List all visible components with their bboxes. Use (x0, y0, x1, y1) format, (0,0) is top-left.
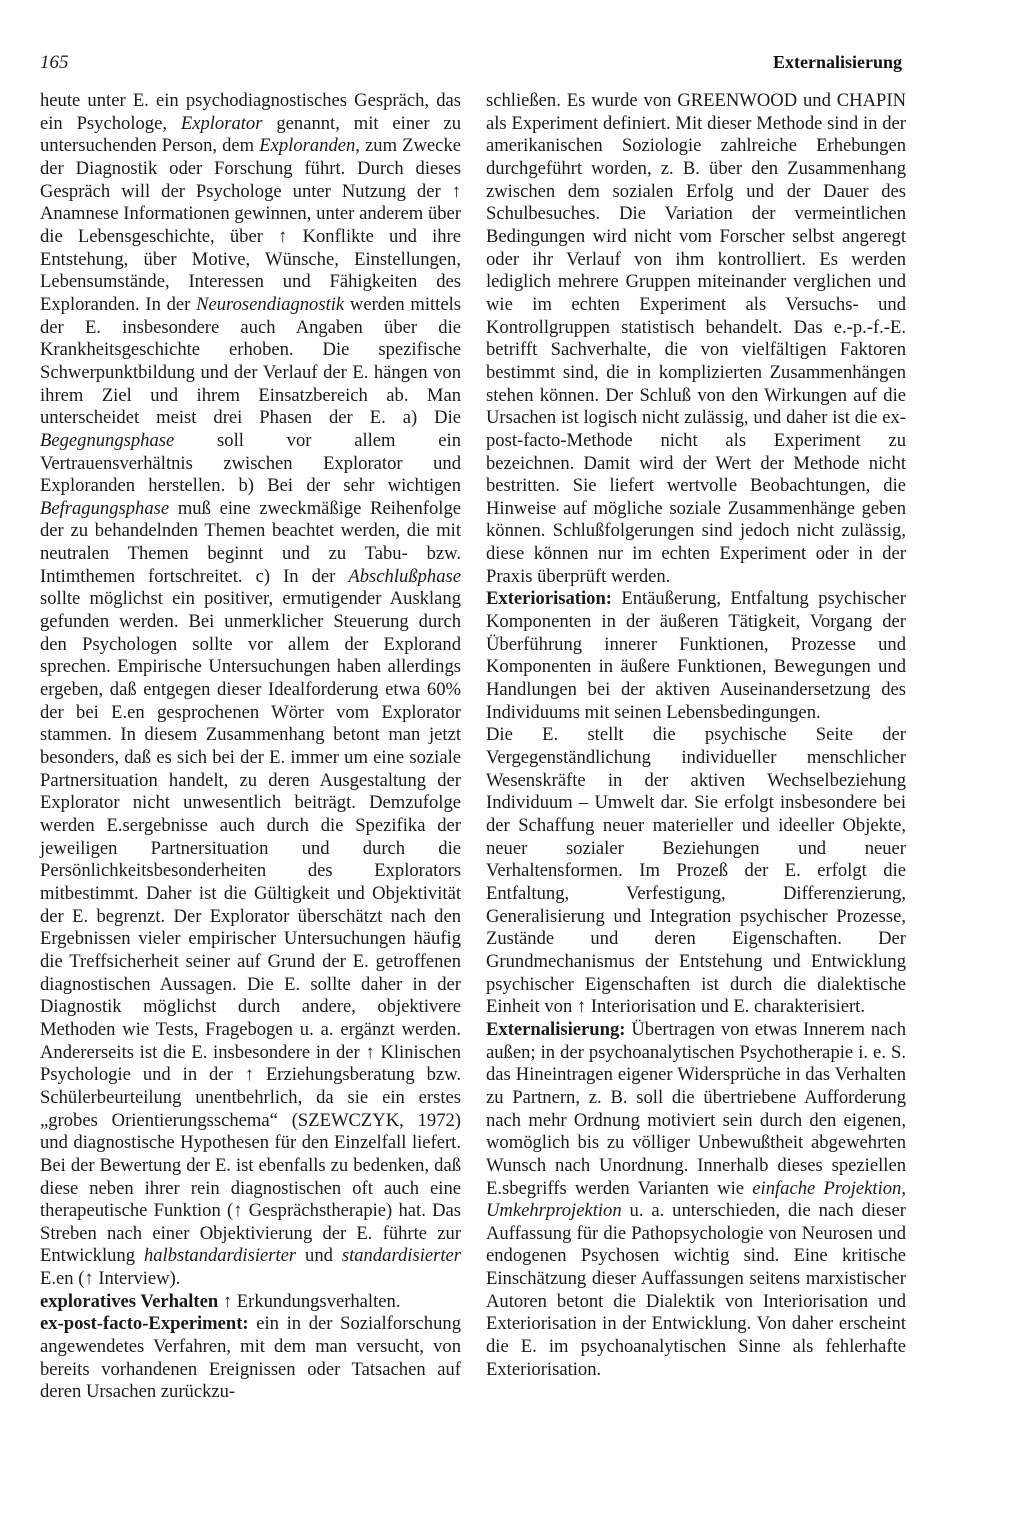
body-text: schließen. Es wurde von GREENWOOD und CHAPIN als Experiment definiert. Mit dieser Methode sind in der amerikanischen Soziologie zahlreiche Erhebungen durchgeführt worden, z. B. über den Zusammenhang zwischen dem sozialen Erfolg und der Dauer des Schulbesuches. Die Variation der vermeintlichen Bedingungen wird nicht vom Forscher selbst angeregt oder ihr Verlauf von ihm kontrolliert. Es werden lediglich mehrere Gruppen miteinander verglichen und wie im echten Experiment als Versuchs- und Kontrollgruppen statistisch behandelt. Das e.-p.-f.-E. betrifft Sachverhalte, die von vielfältigen Faktoren bestimmt sind, die in komplizierten Zusammenhängen stehen können. Der Schluß von den Wirkungen auf die Ursachen ist logisch nicht zulässig, und daher ist die ex-post-facto-Methode nicht als Experiment zu bezeichnen. Damit wird der Wert der Methode nicht bestritten. Sie liefert wertvolle Beobachtungen, die Hinweise auf mögliche soziale Zusammenhänge geben können. Schlußfolgerungen sind jedoch nicht zulässig, diese können nur im echten Experiment oder in der Praxis überprüft werden. (486, 90, 906, 587)
exteriorisation-paragraph (486, 724, 906, 1019)
body-text: Die E. stellt die psychische Seite der Vergegenständlichung individueller menschlicher Wesenskräfte in der aktiven Wechselbeziehung Individuum – Umwelt dar. Sie erfolgt insbesondere bei der Schaffung neuer materieller und ideeller Objekte, neuer sozialer Beziehungen und neuer Verhaltensformen. Im Prozeß der E. erfolgt die Entfaltung, Verfestigung, Differenzierung, Generalisierung und Integration psychischer Prozesse, Zustände und deren Eigenschaften. Der Grundmechanismus der Entstehung und Entwicklung psychischer Eigenschaften ist durch die dialektische Einheit von ↑ Interiorisation und E. charakterisiert. (486, 724, 906, 1018)
body-text: E.en (↑ Interview). (40, 1268, 181, 1290)
body-text: sollte möglichst ein positiver, ermutigender Ausklang gefunden werden. Bei unmerklicher Steuerung durch den Psychologen sollte vor allem der Explorand sprechen. Empirische Untersuchungen haben allerdings ergeben, daß entgegen dieser Idealforderung etwa 60% der bei E.en gesprochenen Wörter vom Explorator stammen. In diesem Zusammenhang betont man jetzt besonders, daß es sich bei der E. immer um eine soziale Partnersituation handelt, zu deren Ausgestaltung der Explorator nicht unwesentlich beiträgt. Demzufolge werden E.sergebnisse auch durch die Spezifika der jeweiligen Partnersituation und durch die Persönlichkeitsbesonderheiten des Explorators mitbestimmt. Daher ist die Gültigkeit und Objektivität der E. begrenzt. Der Explorator überschätzt nach den Ergebnissen vieler empirischer Untersuchungen häufig die Treffsicherheit seiner auf Grund der E. getroffenen diagnostischen Aussagen. Die E. sollte daher in der Diagnostik möglichst durch andere, objektivere Methoden wie Tests, Fragebogen u. a. ergänzt werden. Andererseits ist die E. insbesondere in der ↑ Klinischen Psychologie und in der ↑ Erziehungsberatung bzw. Schülerbeurteilung unentbehrlich, da sie ein erstes „grobes Orientierungsschema“ (SZEWCZYK, 1972) und diagnostische Hypothesen für den Einzelfall liefert. Bei der Bewertung der E. ist ebenfalls zu bedenken, daß diese neben ihrer rein diagnostischen oft auch eine therapeutische Funktion (↑ Gesprächstherapie) hat. Das Streben nach einer Objektivierung der E. führte zur Entwicklung (40, 588, 461, 1267)
emphasis-abschlussphase: Abschlußphase (348, 565, 461, 587)
entry-ex-post-facto-experiment (40, 1313, 461, 1404)
running-head: Externalisierung (773, 52, 902, 72)
left-column (40, 90, 461, 1404)
ex-post-facto-continuation (486, 90, 906, 588)
body-text: , zum Zwecke der Diagnostik oder Forschung führt. Durch dieses Gespräch will der Psychologe unter Nutzung der ↑ Anamnese Informationen gewinnen, unter anderem über die Lebensgeschichte, über ↑ Konflikte und ihre Entstehung, über Motive, Wünsche, Einstellungen, Lebensumstände, Interessen und Fähigkeiten des Exploranden. In der (40, 135, 461, 315)
body-text: soll vor allem ein Vertrauensverhältnis zwischen Explorator und Exploranden herstellen. b) Bei der sehr wichtigen (40, 429, 461, 497)
emphasis-exploranden: Exploranden (259, 135, 356, 157)
body-text: und (296, 1245, 342, 1267)
entry-term: ex-post-facto-Experiment: (40, 1313, 249, 1335)
body-text: genannt, mit einer zu untersuchenden Person, dem (40, 112, 461, 157)
emphasis-befragungsphase: Befragungsphase (40, 497, 170, 519)
emphasis-begegnungsphase: Begegnungsphase (40, 429, 175, 451)
entry-exteriorisation (486, 588, 906, 724)
entry-term: Exteriorisation: (486, 588, 612, 610)
body-text: werden mittels der E. insbesondere auch Angaben über die Krankheitsgeschichte erhoben. Die spezifische Schwerpunktbildung und der Verlauf der E. hängen von ihrem Ziel und ihrem Einsatzbereich ab. Man unterscheidet meist drei Phasen der E. a) Die (40, 293, 461, 429)
page-number: 165 (40, 52, 69, 73)
entry-text: u. a. unterschieden, die nach dieser Auffassung für die Pathopsychologie von Neurosen und endogenen Psychosen wichtig sind. Eine kritische Einschätzung dieser Auffassungen seitens marxistischer Autoren betont die Dialektik von Interiorisation und Exteriorisation in der Entwicklung. Von daher erscheint die E. im psychoanalytischen Sinne als fehlerhafte Exteriorisation. (486, 1200, 906, 1380)
entry-text: Entäußerung, Entfaltung psychischer Komponenten in der äußeren Tätigkeit, Vorgang der Überführung innerer Funktionen, Prozesse und Komponenten in äußere Funktionen, Bewegungen und Handlungen bei der aktiven Auseinandersetzung des Individuums mit seinen Lebensbedingungen. (486, 588, 906, 723)
entry-term: exploratives Verhalten (40, 1290, 219, 1312)
entry-externalisierung (486, 1019, 906, 1382)
page-header (0, 52, 1024, 82)
right-column (486, 90, 906, 1381)
exploration-entry-continuation (40, 90, 461, 1291)
body-text: muß eine zweckmäßige Reihenfolge der zu behandelnden Themen beachtet werden, die mit neutralen Themen beginnt und zu Tabu- bzw. Intimthemen fortschreitet. c) In der (40, 497, 461, 587)
entry-text: ↑ Erkundungsverhalten. (218, 1290, 401, 1312)
emphasis-standardisierter: standardisierter (341, 1245, 462, 1267)
entry-text: ein in der Sozialforschung angewendetes Verfahren, mit dem man versucht, von bereits vorhandenen Ereignissen oder Tatsachen auf deren Ursachen zurückzu- (40, 1313, 461, 1403)
entry-term: Externalisierung: (486, 1018, 626, 1040)
emphasis-projektion: einfache Projektion, Umkehrprojektion (486, 1177, 906, 1222)
emphasis-explorator: Explorator (180, 112, 263, 134)
emphasis-halbstandardisierter: halbstandardisierter (143, 1245, 297, 1267)
emphasis-neurosendiagnostik: Neurosendiagnostik (196, 293, 345, 315)
entry-exploratives-verhalten (40, 1291, 461, 1314)
entry-text: Übertragen von etwas Innerem nach außen; in der psychoanalytischen Psychotherapie i. e. S. das Hineintragen eigener Widersprüche in das Verhalten zu Partnern, z. B. soll die übertriebene Aufforderung nach mehr Ordnung motiviert sein durch den eigenen, womöglich bis zu völliger Unbewußtheit abgewehrten Wunsch nach Unordnung. Innerhalb dieses speziellen E.sbegriffs werden Varianten wie (486, 1018, 906, 1199)
body-text: heute unter E. ein psychodiagnostisches Gespräch, das ein Psychologe, (40, 90, 461, 134)
